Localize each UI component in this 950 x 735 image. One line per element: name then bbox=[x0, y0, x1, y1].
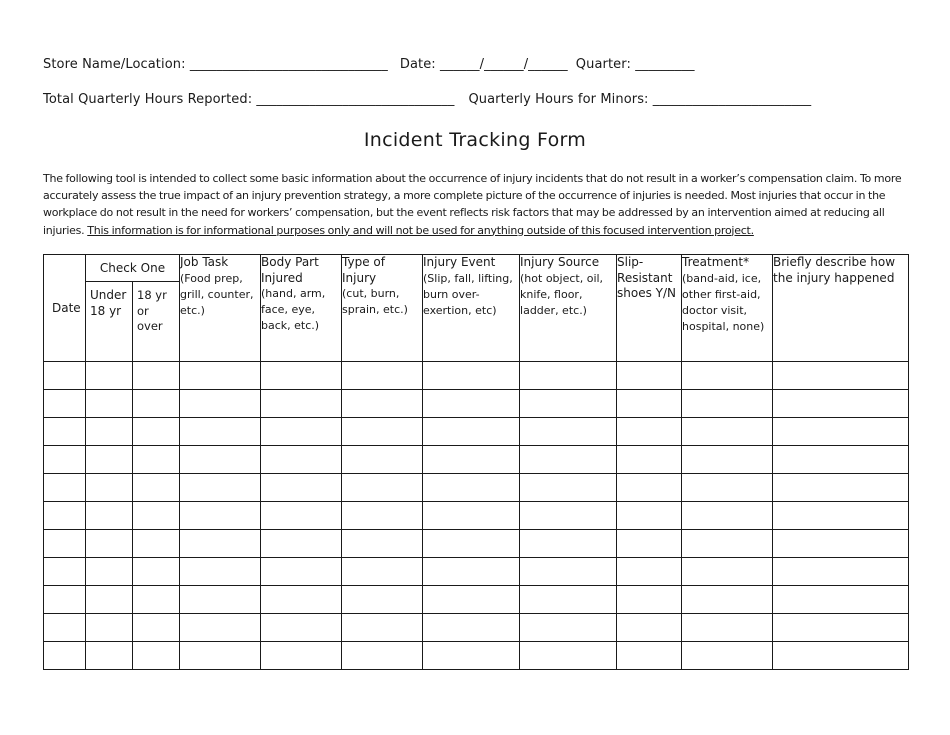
cell-injury-event[interactable] bbox=[423, 502, 520, 530]
cell-under-18[interactable] bbox=[86, 530, 133, 558]
cell-injury-event[interactable] bbox=[423, 390, 520, 418]
cell-treatment[interactable] bbox=[682, 586, 773, 614]
col-injury-event bbox=[423, 255, 520, 362]
date-field[interactable]: Date: ______/______/______ bbox=[399, 57, 568, 72]
cell-date[interactable] bbox=[44, 474, 86, 502]
cell-injury-event[interactable] bbox=[423, 418, 520, 446]
col-body-part-sub: (hand, arm, face, eye, back, etc.) bbox=[261, 287, 326, 332]
cell-injury-type[interactable] bbox=[342, 502, 423, 530]
col-date: Date bbox=[44, 255, 86, 362]
cell-18-or-over[interactable] bbox=[133, 614, 180, 642]
cell-injury-source[interactable] bbox=[520, 390, 617, 418]
cell-date[interactable] bbox=[44, 530, 86, 558]
cell-18-or-over[interactable] bbox=[133, 642, 180, 670]
col-treatment-title: Treatment* bbox=[682, 255, 750, 269]
cell-job-task[interactable] bbox=[180, 586, 261, 614]
cell-injury-source[interactable] bbox=[520, 530, 617, 558]
cell-injury-source[interactable] bbox=[520, 614, 617, 642]
cell-shoes[interactable] bbox=[617, 530, 682, 558]
cell-injury-type[interactable] bbox=[342, 362, 423, 390]
cell-injury-type[interactable] bbox=[342, 474, 423, 502]
cell-injury-source[interactable] bbox=[520, 474, 617, 502]
col-treatment-sub: (band-aid, ice, other first-aid, doctor visit, hospital, none) bbox=[682, 271, 765, 333]
cell-injury-type[interactable] bbox=[342, 642, 423, 670]
cell-body-part[interactable] bbox=[261, 418, 342, 446]
cell-body-part[interactable] bbox=[261, 446, 342, 474]
cell-description[interactable] bbox=[773, 586, 909, 614]
cell-body-part[interactable] bbox=[261, 390, 342, 418]
cell-injury-event[interactable] bbox=[423, 474, 520, 502]
table-row bbox=[44, 446, 909, 474]
cell-18-or-over[interactable] bbox=[133, 362, 180, 390]
total-hours-field[interactable]: Total Quarterly Hours Reported: ______________________________ bbox=[43, 92, 455, 107]
table-row bbox=[44, 502, 909, 530]
table-row bbox=[44, 530, 909, 558]
col-injury-event-title: Injury Event bbox=[423, 255, 496, 269]
cell-job-task[interactable] bbox=[180, 418, 261, 446]
cell-treatment[interactable] bbox=[682, 558, 773, 586]
cell-body-part[interactable] bbox=[261, 362, 342, 390]
cell-injury-type[interactable] bbox=[342, 558, 423, 586]
cell-under-18[interactable] bbox=[86, 390, 133, 418]
table-row bbox=[44, 474, 909, 502]
cell-treatment[interactable] bbox=[682, 418, 773, 446]
cell-body-part[interactable] bbox=[261, 586, 342, 614]
cell-injury-event[interactable] bbox=[423, 614, 520, 642]
cell-under-18[interactable] bbox=[86, 586, 133, 614]
cell-shoes[interactable] bbox=[617, 390, 682, 418]
col-check-one: Check One bbox=[86, 255, 180, 282]
cell-date[interactable] bbox=[44, 614, 86, 642]
cell-date[interactable] bbox=[44, 418, 86, 446]
cell-job-task[interactable] bbox=[180, 474, 261, 502]
cell-injury-source[interactable] bbox=[520, 446, 617, 474]
cell-body-part[interactable] bbox=[261, 474, 342, 502]
cell-under-18[interactable] bbox=[86, 418, 133, 446]
cell-injury-type[interactable] bbox=[342, 446, 423, 474]
col-injury-source-title: Injury Source bbox=[520, 255, 600, 269]
cell-date[interactable] bbox=[44, 558, 86, 586]
quarter-field[interactable]: Quarter: _________ bbox=[575, 57, 695, 72]
col-shoes-title: Slip-Resistant shoes Y/N bbox=[617, 255, 677, 300]
cell-under-18[interactable] bbox=[86, 474, 133, 502]
cell-body-part[interactable] bbox=[261, 558, 342, 586]
cell-under-18[interactable] bbox=[86, 362, 133, 390]
cell-injury-source[interactable] bbox=[520, 586, 617, 614]
hours-info-line bbox=[43, 92, 811, 107]
cell-description[interactable] bbox=[773, 390, 909, 418]
cell-treatment[interactable] bbox=[682, 446, 773, 474]
cell-date[interactable] bbox=[44, 642, 86, 670]
cell-treatment[interactable] bbox=[682, 530, 773, 558]
cell-shoes[interactable] bbox=[617, 474, 682, 502]
cell-injury-event[interactable] bbox=[423, 446, 520, 474]
cell-date[interactable] bbox=[44, 502, 86, 530]
cell-18-or-over[interactable] bbox=[133, 586, 180, 614]
cell-18-or-over[interactable] bbox=[133, 502, 180, 530]
col-describe-title: Briefly describe how the injury happened bbox=[773, 255, 896, 285]
cell-description[interactable] bbox=[773, 418, 909, 446]
cell-description[interactable] bbox=[773, 446, 909, 474]
cell-under-18[interactable] bbox=[86, 642, 133, 670]
minor-hours-field[interactable]: Quarterly Hours for Minors: ________________________ bbox=[468, 92, 812, 107]
cell-injury-source[interactable] bbox=[520, 558, 617, 586]
cell-job-task[interactable] bbox=[180, 390, 261, 418]
cell-injury-source[interactable] bbox=[520, 362, 617, 390]
cell-shoes[interactable] bbox=[617, 418, 682, 446]
cell-shoes[interactable] bbox=[617, 558, 682, 586]
cell-date[interactable] bbox=[44, 362, 86, 390]
store-name-field[interactable]: Store Name/Location: ______________________________ bbox=[43, 57, 388, 72]
cell-body-part[interactable] bbox=[261, 614, 342, 642]
cell-shoes[interactable] bbox=[617, 502, 682, 530]
col-injury-event-sub: (Slip, fall, lifting, burn over-exertion, etc) bbox=[423, 271, 513, 317]
cell-injury-event[interactable] bbox=[423, 558, 520, 586]
cell-18-or-over[interactable] bbox=[133, 474, 180, 502]
cell-shoes[interactable] bbox=[617, 642, 682, 670]
cell-treatment[interactable] bbox=[682, 390, 773, 418]
cell-under-18[interactable] bbox=[86, 558, 133, 586]
col-job-task-sub: (Food prep, grill, counter, etc.) bbox=[180, 271, 254, 317]
cell-treatment[interactable] bbox=[682, 474, 773, 502]
cell-job-task[interactable] bbox=[180, 642, 261, 670]
col-injury-source-sub: (hot object, oil, knife, floor, ladder, etc.) bbox=[520, 271, 604, 317]
cell-treatment[interactable] bbox=[682, 502, 773, 530]
col-injury-type bbox=[342, 255, 423, 362]
cell-description[interactable] bbox=[773, 614, 909, 642]
col-describe bbox=[773, 255, 909, 362]
cell-job-task[interactable] bbox=[180, 446, 261, 474]
cell-description[interactable] bbox=[773, 502, 909, 530]
incident-table bbox=[43, 254, 909, 670]
col-treatment bbox=[682, 255, 773, 362]
cell-18-or-over[interactable] bbox=[133, 530, 180, 558]
col-18-or-over: 18 yr or over bbox=[133, 282, 180, 362]
cell-18-or-over[interactable] bbox=[133, 418, 180, 446]
cell-18-or-over[interactable] bbox=[133, 390, 180, 418]
cell-job-task[interactable] bbox=[180, 558, 261, 586]
cell-under-18[interactable] bbox=[86, 502, 133, 530]
table-row bbox=[44, 362, 909, 390]
cell-under-18[interactable] bbox=[86, 614, 133, 642]
cell-date[interactable] bbox=[44, 390, 86, 418]
cell-shoes[interactable] bbox=[617, 586, 682, 614]
table-header-row bbox=[44, 255, 909, 282]
cell-injury-event[interactable] bbox=[423, 642, 520, 670]
cell-description[interactable] bbox=[773, 558, 909, 586]
col-job-task-title: Job Task bbox=[180, 255, 229, 269]
cell-treatment[interactable] bbox=[682, 614, 773, 642]
cell-date[interactable] bbox=[44, 446, 86, 474]
table-row bbox=[44, 558, 909, 586]
cell-shoes[interactable] bbox=[617, 446, 682, 474]
cell-shoes[interactable] bbox=[617, 614, 682, 642]
cell-injury-source[interactable] bbox=[520, 502, 617, 530]
cell-injury-event[interactable] bbox=[423, 530, 520, 558]
cell-injury-type[interactable] bbox=[342, 586, 423, 614]
intro-disclaimer: This information is for informational purposes only and will not be used for anything outside of this focused intervention project. bbox=[87, 223, 754, 237]
cell-job-task[interactable] bbox=[180, 502, 261, 530]
col-body-part bbox=[261, 255, 342, 362]
col-injury-source bbox=[520, 255, 617, 362]
cell-under-18[interactable] bbox=[86, 446, 133, 474]
table-row bbox=[44, 642, 909, 670]
col-body-part-title: Body Part Injured bbox=[261, 255, 319, 285]
cell-body-part[interactable] bbox=[261, 530, 342, 558]
cell-job-task[interactable] bbox=[180, 362, 261, 390]
cell-description[interactable] bbox=[773, 642, 909, 670]
cell-treatment[interactable] bbox=[682, 362, 773, 390]
cell-description[interactable] bbox=[773, 362, 909, 390]
cell-injury-event[interactable] bbox=[423, 362, 520, 390]
cell-18-or-over[interactable] bbox=[133, 558, 180, 586]
cell-injury-type[interactable] bbox=[342, 614, 423, 642]
col-injury-type-sub: (cut, burn, sprain, etc.) bbox=[342, 287, 408, 316]
cell-job-task[interactable] bbox=[180, 614, 261, 642]
cell-body-part[interactable] bbox=[261, 502, 342, 530]
col-slip-resistant-shoes bbox=[617, 255, 682, 362]
intro-paragraph bbox=[43, 170, 923, 239]
cell-treatment[interactable] bbox=[682, 642, 773, 670]
cell-description[interactable] bbox=[773, 530, 909, 558]
cell-injury-source[interactable] bbox=[520, 642, 617, 670]
col-under-18: Under 18 yr bbox=[86, 282, 133, 362]
cell-18-or-over[interactable] bbox=[133, 446, 180, 474]
store-info-line bbox=[43, 57, 695, 72]
cell-description[interactable] bbox=[773, 474, 909, 502]
table-row bbox=[44, 614, 909, 642]
table-row bbox=[44, 586, 909, 614]
cell-shoes[interactable] bbox=[617, 362, 682, 390]
table-row bbox=[44, 418, 909, 446]
cell-injury-source[interactable] bbox=[520, 418, 617, 446]
cell-date[interactable] bbox=[44, 586, 86, 614]
col-job-task bbox=[180, 255, 261, 362]
cell-body-part[interactable] bbox=[261, 642, 342, 670]
cell-injury-event[interactable] bbox=[423, 586, 520, 614]
table-body bbox=[44, 362, 909, 670]
intro-text: The following tool is intended to collect some basic information about the occurrence of injury incidents that do not result in a worker’s compensation claim. To more accurately assess the true impact of an injury prevention strategy, a more complete picture of the occurrence of injuries is needed. Most injuries that occur in the workplace do not result in the need for workers’ compensation, but the event reflects risk factors that may be addressed by an intervention aimed at reducing all injuries. bbox=[43, 172, 902, 237]
cell-injury-type[interactable] bbox=[342, 418, 423, 446]
col-injury-type-title: Type of Injury bbox=[342, 255, 385, 285]
cell-job-task[interactable] bbox=[180, 530, 261, 558]
cell-injury-type[interactable] bbox=[342, 530, 423, 558]
cell-injury-type[interactable] bbox=[342, 390, 423, 418]
form-title: Incident Tracking Form bbox=[363, 129, 587, 151]
table-row bbox=[44, 390, 909, 418]
